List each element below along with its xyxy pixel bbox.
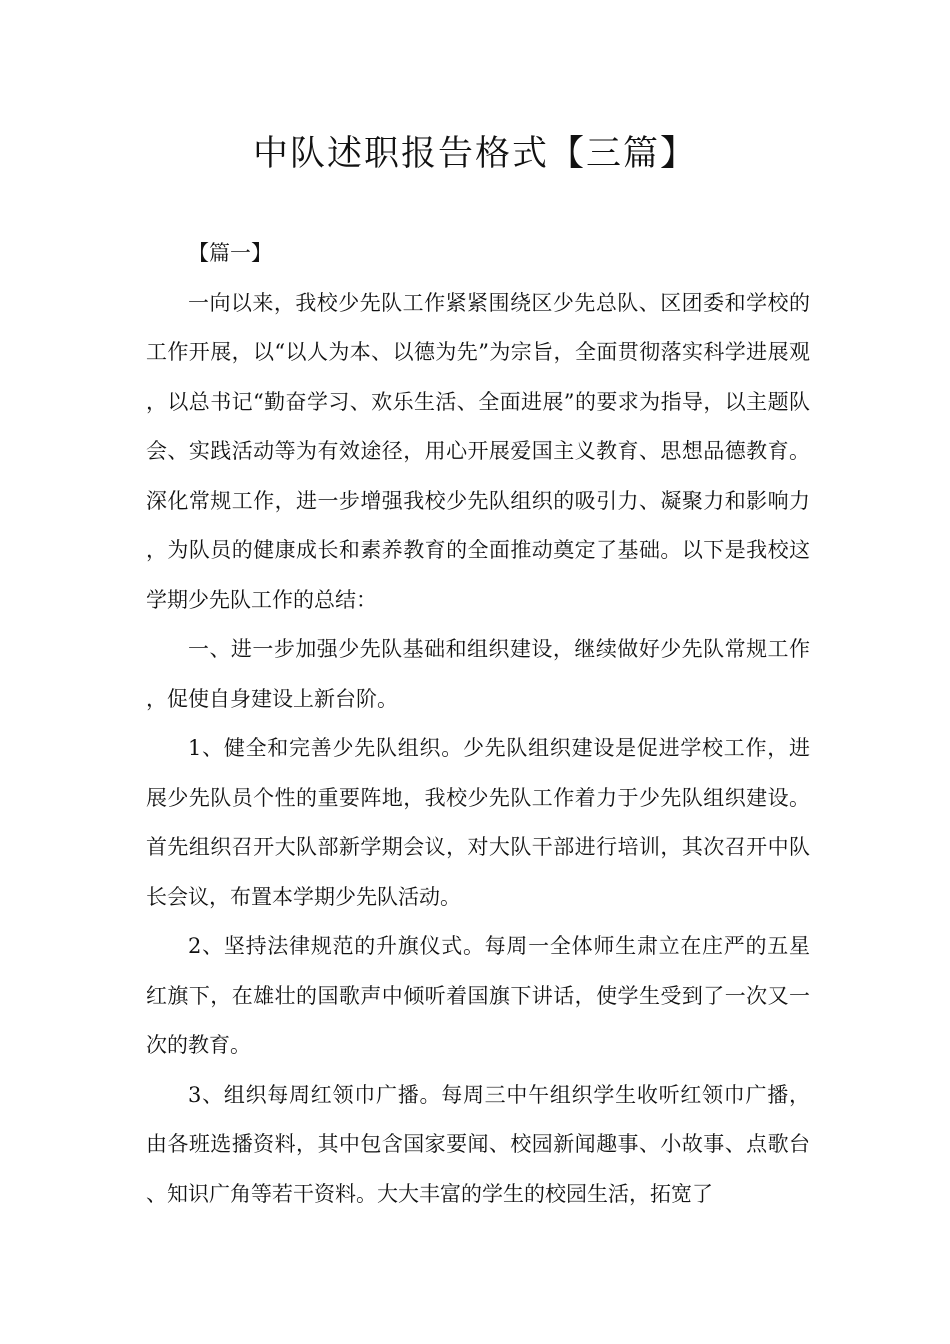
paragraph: 3、组织每周红领巾广播。每周三中午组织学生收听红领巾广播，由各班选播资料，其中包含国家要闻、校园新闻趣事、小故事、点歌台、知识广角等若干资料。大大丰富的学生的校园生活，拓宽了 bbox=[146, 1082, 810, 1206]
paragraph: 2、坚持法律规范的升旗仪式。每周一全体师生肃立在庄严的五星红旗下，在雄壮的国歌声中倾听着国旗下讲话，使学生受到了一次又一次的教育。 bbox=[146, 934, 810, 1057]
document-title: 中队述职报告格式【三篇】 bbox=[252, 134, 697, 174]
paragraph: 1、健全和完善少先队组织。少先队组织建设是促进学校工作，进展少先队员个性的重要阵地，我校少先队工作着力于少先队组织建设。首先组织召开大队部新学期会议，对大队干部进行培训，其次召开中队长会议，布置本学期少先队活动。 bbox=[146, 736, 810, 909]
paragraph: 一、进一步加强少先队基础和组织建设，继续做好少先队常规工作，促使自身建设上新台阶。 bbox=[146, 637, 810, 711]
section-heading: 【篇一】 bbox=[188, 241, 272, 265]
document-body bbox=[146, 229, 810, 1219]
paragraph: 一向以来，我校少先队工作紧紧围绕区少先总队、区团委和学校的工作开展，以“以人为本、以德为先”为宗旨，全面贯彻落实科学进展观，以总书记“勤奋学习、欢乐生活、全面进展”的要求为指导，以主题队会、实践活动等为有效途径，用心开展爱国主义教育、思想品德教育。深化常规工作，进一步增强我校少先队组织的吸引力、凝聚力和影响力，为队员的健康成长和素养教育的全面推动奠定了基础。以下是我校这学期少先队工作的总结： bbox=[146, 290, 810, 612]
